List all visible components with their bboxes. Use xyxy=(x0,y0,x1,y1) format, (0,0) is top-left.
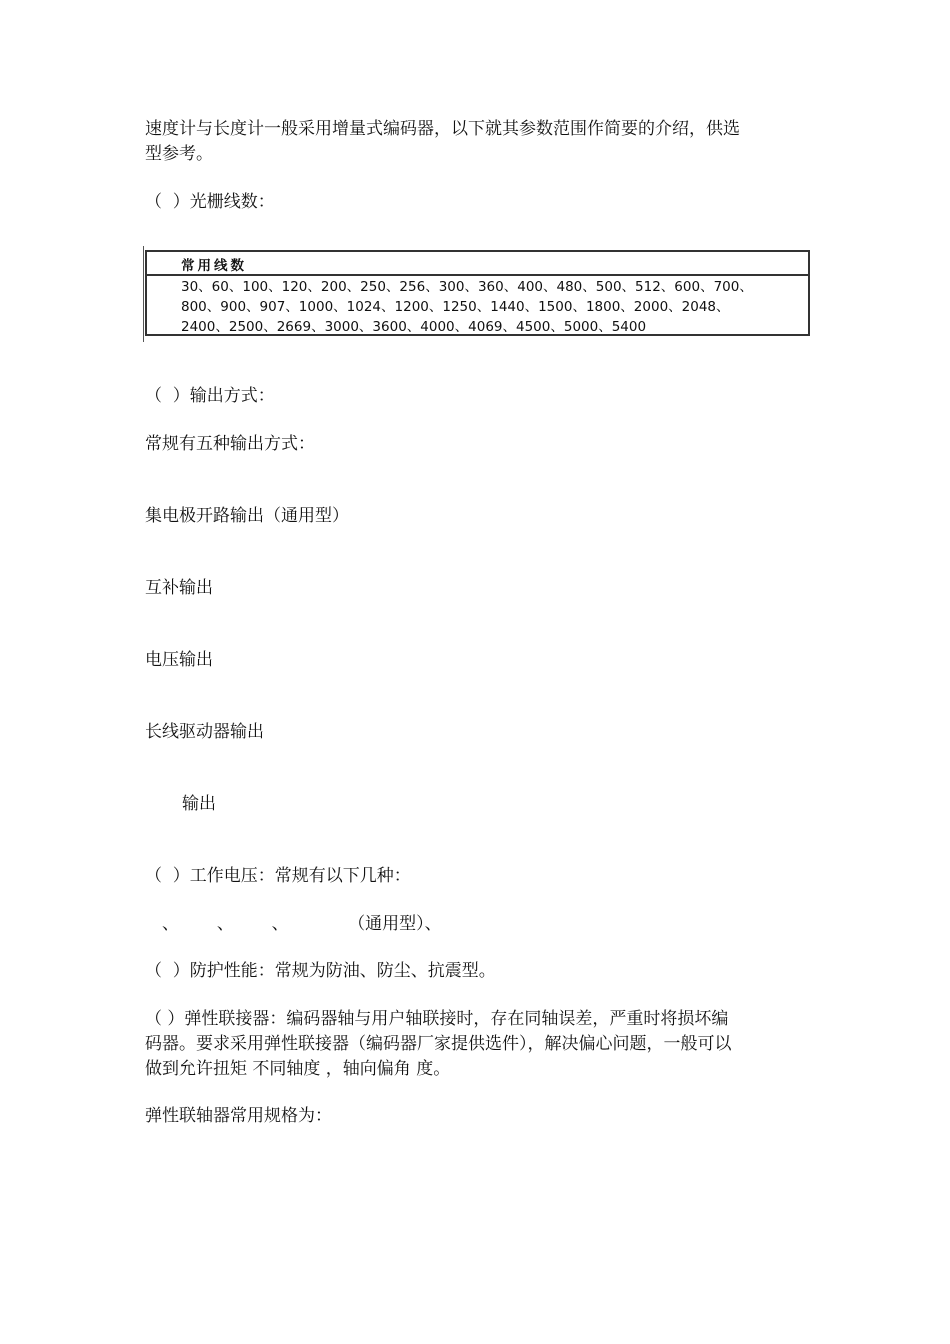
section-voltage-heading: （ ）工作电压：常规有以下几种： xyxy=(145,866,411,886)
output-method-other: 输出 xyxy=(182,794,216,814)
section-output-heading: （ ）输出方式： xyxy=(145,386,275,406)
table-row: 30、60、100、120、200、250、256、300、360、400、480、500、512、600、700、 xyxy=(181,279,753,295)
coupling-line-1: （ ）弹性联接器：编码器轴与用户轴联接时，存在同轴误差，严重时将损坏编 xyxy=(145,1009,729,1029)
output-method-complementary: 互补输出 xyxy=(145,578,213,598)
voltage-list: 、 、 、 （通用型）、 xyxy=(162,914,442,934)
section-protection: （ ）防护性能：常规为防油、防尘、抗震型。 xyxy=(145,961,496,981)
table-edge-line xyxy=(143,246,144,342)
output-method-line-driver: 长线驱动器输出 xyxy=(145,722,264,742)
section-grating-lines-heading: （ ）光栅线数： xyxy=(145,192,275,212)
coupling-spec-heading: 弹性联轴器常用规格为： xyxy=(145,1106,332,1126)
section-coupling-paragraph xyxy=(145,1007,807,1082)
coupling-line-2: 码器。要求采用弹性联接器（编码器厂家提供选件），解决偏心问题，一般可以 xyxy=(145,1034,732,1054)
output-intro: 常规有五种输出方式： xyxy=(145,434,315,454)
table-row: 2400、2500、2669、3000、3600、4000、4069、4500、5000、5400 xyxy=(181,319,647,335)
table-row: 800、900、907、1000、1024、1200、1250、1440、1500、1800、2000、2048、 xyxy=(181,299,730,315)
intro-line-2: 型参考。 xyxy=(145,144,213,164)
table-header-label: 常用线数 xyxy=(181,258,247,274)
output-method-voltage: 电压输出 xyxy=(145,650,213,670)
intro-line-1: 速度计与长度计一般采用增量式编码器，以下就其参数范围作简要的介绍，供选 xyxy=(145,119,740,139)
coupling-line-3: 做到允许扭矩 不同轴度 ，轴向偏角 度。 xyxy=(145,1059,451,1079)
common-lines-table xyxy=(145,250,810,336)
output-method-open-collector: 集电极开路输出（通用型） xyxy=(145,506,349,526)
table-body xyxy=(181,277,804,337)
intro-paragraph xyxy=(145,117,807,167)
table-header xyxy=(147,252,808,276)
